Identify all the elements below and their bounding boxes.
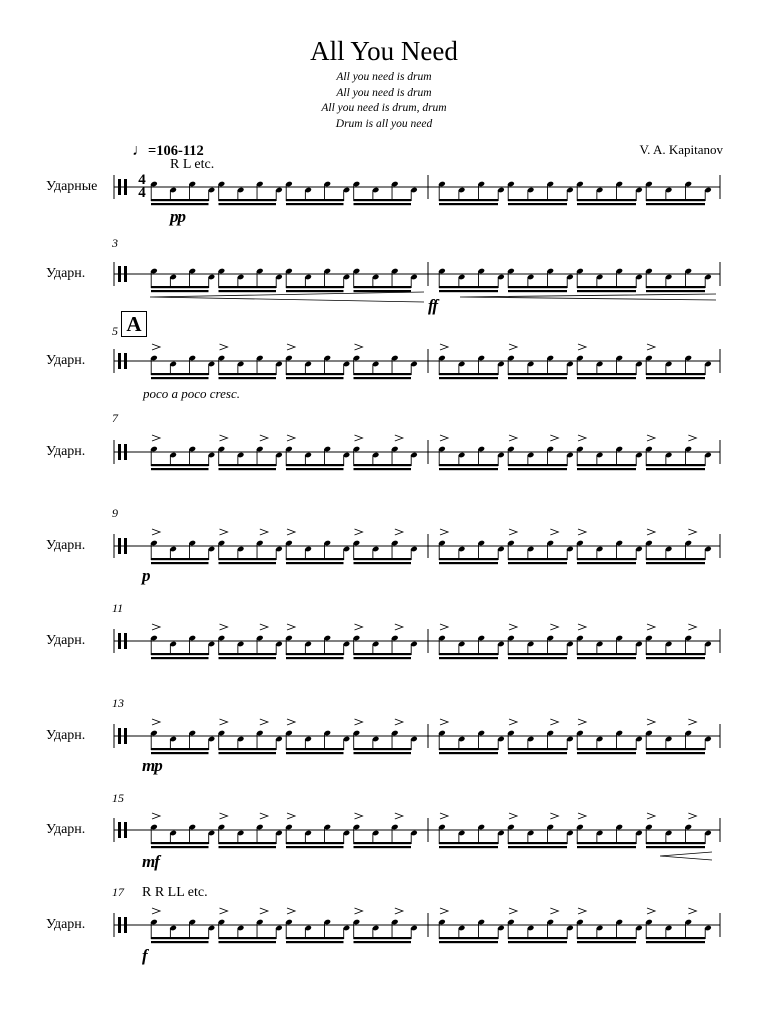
beam [151, 748, 209, 750]
score-title: All You Need [310, 36, 458, 66]
accent-mark [355, 624, 363, 630]
accent-mark [440, 624, 448, 630]
beam [577, 562, 636, 564]
beam [151, 286, 209, 288]
accent-mark [688, 624, 696, 630]
accent-mark [647, 435, 655, 441]
accent-mark [440, 435, 448, 441]
accent-mark [260, 529, 268, 535]
accent-mark [395, 435, 403, 441]
accent-mark [688, 719, 696, 725]
measure-number: 9 [112, 506, 118, 520]
measure-number: 17 [112, 885, 124, 899]
beam [508, 842, 567, 844]
beam [219, 748, 277, 750]
accent-mark [578, 908, 586, 914]
accent-mark [550, 908, 558, 914]
lyrics-line: All you need is drum, drum [321, 102, 447, 114]
beam [354, 290, 412, 292]
beam [508, 752, 567, 754]
accent-mark [440, 529, 448, 535]
beam [354, 558, 412, 560]
measure-number: 7 [112, 411, 118, 425]
beam [577, 558, 636, 560]
percussion-clef-icon [118, 633, 121, 649]
accent-mark [395, 719, 403, 725]
beam [508, 562, 567, 564]
beam [646, 290, 705, 292]
beam [577, 657, 636, 659]
accent-mark [688, 908, 696, 914]
accent-mark [550, 624, 558, 630]
quarter-note-icon: ♩ [132, 142, 148, 159]
beam [577, 468, 636, 470]
beam [219, 752, 277, 754]
beam [646, 203, 705, 205]
beam [646, 657, 705, 659]
accent-mark [220, 908, 228, 914]
beam [286, 937, 344, 939]
accent-mark [395, 908, 403, 914]
beam [286, 562, 344, 564]
beam [577, 653, 636, 655]
beam [439, 941, 498, 943]
accent-mark [578, 813, 586, 819]
beam [646, 468, 705, 470]
accent-mark [287, 719, 295, 725]
accent-mark [152, 529, 160, 535]
beam [219, 373, 277, 375]
percussion-clef-icon [124, 728, 127, 744]
beam [577, 377, 636, 379]
accent-mark [509, 813, 517, 819]
accent-mark [260, 719, 268, 725]
dynamic-marking: ff [428, 296, 438, 315]
beam [286, 752, 344, 754]
accent-mark [260, 435, 268, 441]
beam [577, 203, 636, 205]
beam [354, 941, 412, 943]
accent-mark [688, 529, 696, 535]
instrument-name: Ударн. [46, 266, 86, 281]
percussion-clef-icon [124, 633, 127, 649]
accent-mark [647, 719, 655, 725]
accent-mark [550, 529, 558, 535]
accent-mark [355, 908, 363, 914]
accent-mark [287, 529, 295, 535]
beam [354, 748, 412, 750]
beam [577, 373, 636, 375]
accent-mark [220, 344, 228, 350]
beam [219, 653, 277, 655]
beam [439, 290, 498, 292]
beam [354, 842, 412, 844]
accent-mark [509, 624, 517, 630]
accent-mark [578, 624, 586, 630]
sticking-text: R R LL etc. [142, 885, 208, 900]
accent-mark [647, 908, 655, 914]
accent-mark [260, 813, 268, 819]
beam [508, 748, 567, 750]
beam [577, 286, 636, 288]
accent-mark [509, 529, 517, 535]
beam [286, 653, 344, 655]
beam [508, 290, 567, 292]
accent-mark [509, 435, 517, 441]
beam [354, 203, 412, 205]
beam [439, 842, 498, 844]
measure-number: 15 [112, 791, 124, 805]
percussion-clef-icon [118, 266, 121, 282]
beam [508, 937, 567, 939]
beam [286, 199, 344, 201]
beam [508, 657, 567, 659]
beam [219, 657, 277, 659]
crescendo-hairpin [660, 852, 712, 860]
beam [508, 373, 567, 375]
beam [508, 468, 567, 470]
beam [219, 199, 277, 201]
accent-mark [647, 344, 655, 350]
beam [219, 286, 277, 288]
beam [151, 377, 209, 379]
beam [354, 846, 412, 848]
accent-mark [260, 908, 268, 914]
percussion-clef-icon [124, 179, 127, 195]
expression-text: poco a poco cresc. [143, 386, 240, 401]
beam [286, 286, 344, 288]
beam [151, 846, 209, 848]
beam [439, 558, 498, 560]
percussion-clef-icon [118, 538, 121, 554]
beam [286, 846, 344, 848]
beam [354, 464, 412, 466]
beam [286, 941, 344, 943]
accent-mark [688, 813, 696, 819]
accent-mark [355, 344, 363, 350]
percussion-clef-icon [124, 444, 127, 460]
accent-mark [550, 719, 558, 725]
accent-mark [152, 624, 160, 630]
beam [151, 562, 209, 564]
instrument-name: Ударн. [46, 444, 86, 459]
beam [151, 752, 209, 754]
beam [219, 468, 277, 470]
accent-mark [355, 813, 363, 819]
beam [508, 199, 567, 201]
beam [354, 937, 412, 939]
beam [286, 748, 344, 750]
beam [151, 558, 209, 560]
accent-mark [287, 435, 295, 441]
beam [646, 748, 705, 750]
percussion-clef-icon [124, 266, 127, 282]
beam [219, 937, 277, 939]
beam [151, 373, 209, 375]
beam [286, 558, 344, 560]
accent-mark [152, 719, 160, 725]
percussion-clef-icon [118, 179, 121, 195]
beam [577, 937, 636, 939]
beam [354, 752, 412, 754]
accent-mark [287, 344, 295, 350]
percussion-clef-icon [124, 917, 127, 933]
time-signature-bottom: 4 [138, 185, 146, 201]
beam [354, 199, 412, 201]
percussion-clef-icon [118, 728, 121, 744]
beam [219, 290, 277, 292]
accent-mark [355, 719, 363, 725]
beam [219, 846, 277, 848]
beam [646, 842, 705, 844]
dynamic-marking: mp [142, 756, 162, 775]
beam [151, 937, 209, 939]
beam [646, 941, 705, 943]
beam [508, 203, 567, 205]
accent-mark [152, 344, 160, 350]
measure-number: 5 [112, 324, 118, 338]
beam [508, 464, 567, 466]
accent-mark [578, 529, 586, 535]
accent-mark [395, 624, 403, 630]
beam [646, 562, 705, 564]
beam [151, 199, 209, 201]
beam [219, 941, 277, 943]
lyrics-line: All you need is drum [336, 71, 432, 83]
beam [646, 373, 705, 375]
time-signature-top: 4 [138, 172, 146, 188]
beam [151, 464, 209, 466]
beam [151, 290, 209, 292]
dynamic-marking: p [142, 566, 150, 585]
beam [151, 941, 209, 943]
beam [508, 558, 567, 560]
accent-mark [647, 813, 655, 819]
accent-mark [509, 344, 517, 350]
beam [508, 377, 567, 379]
composer-name: V. A. Kapitanov [639, 142, 723, 157]
beam [286, 657, 344, 659]
beam [354, 373, 412, 375]
beam [508, 653, 567, 655]
beam [646, 377, 705, 379]
instrument-name: Ударн. [46, 538, 86, 553]
accent-mark [578, 435, 586, 441]
beam [151, 842, 209, 844]
beam [577, 846, 636, 848]
beam [577, 842, 636, 844]
beam [577, 752, 636, 754]
dynamic-marking: f [142, 946, 147, 965]
beam [646, 653, 705, 655]
accent-mark [220, 813, 228, 819]
beam [577, 199, 636, 201]
beam [354, 562, 412, 564]
beam [151, 468, 209, 470]
beam [354, 377, 412, 379]
beam [577, 290, 636, 292]
beam [577, 748, 636, 750]
accent-mark [287, 908, 295, 914]
beam [439, 752, 498, 754]
percussion-clef-icon [124, 538, 127, 554]
beam [646, 464, 705, 466]
accent-mark [395, 529, 403, 535]
accent-mark [287, 813, 295, 819]
accent-mark [440, 813, 448, 819]
accent-mark [647, 624, 655, 630]
accent-mark [578, 344, 586, 350]
beam [439, 846, 498, 848]
beam [439, 464, 498, 466]
beam [219, 203, 277, 205]
percussion-clef-icon [118, 444, 121, 460]
beam [439, 657, 498, 659]
instrument-name: Ударн. [46, 822, 86, 837]
beam [646, 937, 705, 939]
beam [286, 203, 344, 205]
crescendo-hairpin [460, 294, 716, 300]
accent-mark [355, 435, 363, 441]
percussion-clef-icon [124, 822, 127, 838]
accent-mark [550, 435, 558, 441]
beam [151, 203, 209, 205]
beam [439, 937, 498, 939]
beam [219, 842, 277, 844]
sticking-text: R L etc. [170, 157, 215, 172]
beam [439, 468, 498, 470]
beam [439, 286, 498, 288]
accent-mark [220, 435, 228, 441]
beam [219, 562, 277, 564]
beam [354, 286, 412, 288]
accent-mark [152, 908, 160, 914]
accent-mark [355, 529, 363, 535]
accent-mark [220, 624, 228, 630]
instrument-name: Ударн. [46, 353, 86, 368]
accent-mark [152, 813, 160, 819]
beam [439, 748, 498, 750]
beam [354, 657, 412, 659]
beam [439, 653, 498, 655]
beam [354, 653, 412, 655]
beam [508, 286, 567, 288]
percussion-clef-icon [118, 917, 121, 933]
beam [354, 468, 412, 470]
accent-mark [647, 529, 655, 535]
beam [286, 468, 344, 470]
tempo-text: =106-112 [148, 143, 204, 159]
beam [151, 653, 209, 655]
beam [577, 941, 636, 943]
accent-mark [509, 908, 517, 914]
accent-mark [688, 435, 696, 441]
crescendo-hairpin [150, 292, 424, 302]
beam [439, 199, 498, 201]
measure-number: 13 [112, 696, 124, 710]
beam [646, 558, 705, 560]
beam [508, 941, 567, 943]
measure-number: 3 [112, 236, 118, 250]
beam [286, 373, 344, 375]
dynamic-marking: mf [142, 852, 159, 871]
dynamic-marking: pp [170, 207, 185, 226]
lyrics-line: All you need is drum [336, 86, 432, 99]
beam [646, 286, 705, 288]
percussion-clef-icon [124, 353, 127, 369]
beam [439, 203, 498, 205]
instrument-name: Ударн. [46, 728, 86, 743]
beam [508, 846, 567, 848]
beam [286, 842, 344, 844]
accent-mark [287, 624, 295, 630]
accent-mark [509, 719, 517, 725]
percussion-clef-icon [118, 822, 121, 838]
beam [286, 377, 344, 379]
accent-mark [440, 719, 448, 725]
beam [439, 562, 498, 564]
accent-mark [440, 344, 448, 350]
beam [286, 290, 344, 292]
beam [439, 373, 498, 375]
beam [286, 464, 344, 466]
percussion-clef-icon [118, 353, 121, 369]
instrument-name: Ударн. [46, 633, 86, 648]
accent-mark [550, 813, 558, 819]
accent-mark [152, 435, 160, 441]
beam [219, 558, 277, 560]
beam [219, 377, 277, 379]
beam [439, 377, 498, 379]
beam [219, 464, 277, 466]
beam [646, 199, 705, 201]
accent-mark [440, 908, 448, 914]
accent-mark [395, 813, 403, 819]
beam [646, 846, 705, 848]
accent-mark [220, 719, 228, 725]
measure-number: 11 [112, 601, 124, 615]
rehearsal-mark: A [121, 311, 147, 337]
beam [151, 657, 209, 659]
lyrics-line: Drum is all you need [335, 117, 433, 130]
accent-mark [220, 529, 228, 535]
beam [646, 752, 705, 754]
accent-mark [260, 624, 268, 630]
instrument-name: Ударные [46, 179, 98, 194]
beam [577, 464, 636, 466]
accent-mark [578, 719, 586, 725]
instrument-name: Ударн. [46, 917, 86, 932]
